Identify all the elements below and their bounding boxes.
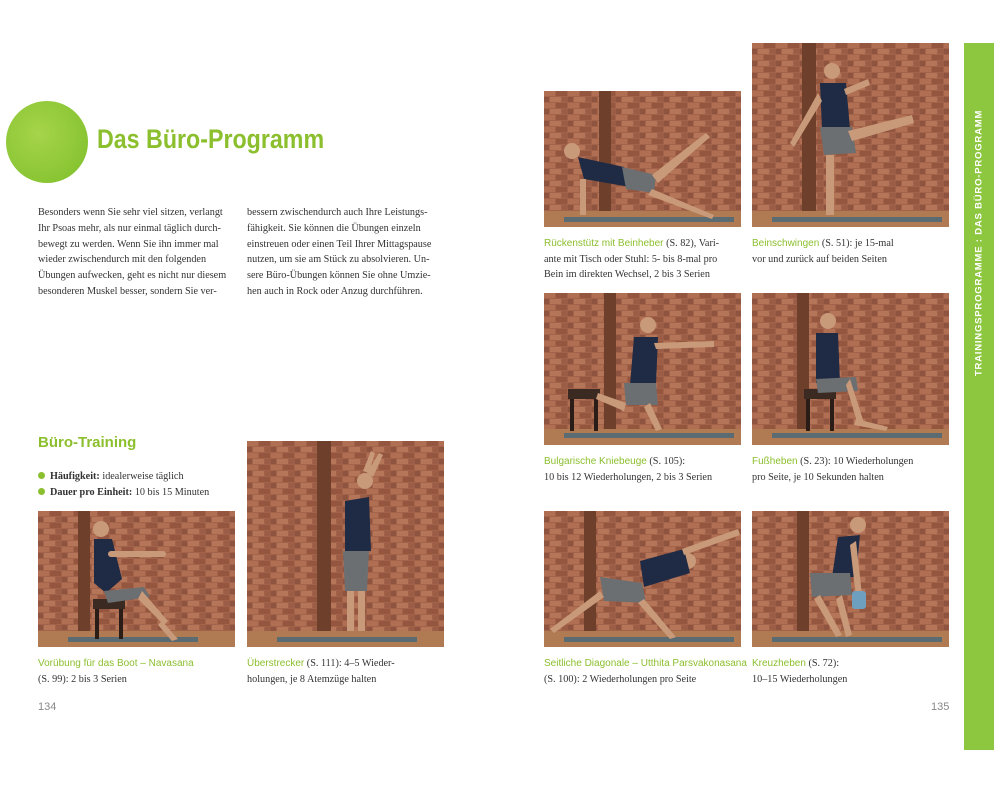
caption-ueberstrecker	[247, 656, 395, 687]
chapter-sidebar-tab	[964, 43, 994, 750]
caption-line-1	[544, 656, 747, 672]
caption-bulgarische-kniebeuge	[544, 454, 712, 485]
intro-line: wieder zwischendurch mit den folgenden	[38, 254, 207, 266]
caption-fussheben	[752, 454, 913, 485]
bullet-frequency	[38, 471, 184, 482]
photo-ueberstrecker	[247, 441, 444, 647]
caption-line-2: vor und zurück auf beiden Seiten	[752, 253, 887, 265]
caption-line-2: (S. 100): 2 Wiederholungen pro Seite	[544, 673, 697, 685]
caption-line-1	[544, 454, 712, 470]
exercise-detail: (S. 51): je 15-mal	[819, 238, 894, 249]
caption-line-1	[752, 656, 847, 672]
caption-line-1	[544, 236, 719, 252]
exercise-name: Rückenstütz mit Beinheber	[544, 238, 664, 249]
bullet-dot	[38, 488, 45, 495]
intro-line: bessern zwischendurch auch Ihre Leistungs-	[247, 207, 428, 218]
exercise-name: Bulgarische Kniebeuge	[544, 456, 647, 467]
bullet-label: Häufigkeit:	[50, 471, 100, 482]
intro-line: hen auch in Rock oder Anzug durchführen.	[247, 285, 423, 297]
intro-column-2	[247, 205, 431, 300]
intro-line: einstreuen oder einen Teil Ihrer Mittagspause	[247, 238, 432, 250]
caption-seitliche-diagonale	[544, 656, 747, 687]
caption-line-1	[752, 454, 913, 470]
exercise-name: Beinschwingen	[752, 238, 820, 249]
page-number-right: 135	[931, 701, 950, 713]
caption-line-2: holungen, je 8 Atemzüge halten	[247, 673, 377, 685]
caption-line-2: 10–15 Wiederholungen	[752, 673, 848, 685]
intro-line: Ihr Psoas mehr, als nur einmal täglich durch-	[38, 222, 221, 234]
bullet-text: 10 bis 15 Minuten	[132, 487, 210, 498]
photo-beinschwingen	[752, 43, 949, 227]
decorative-circle	[6, 101, 88, 183]
exercise-detail: (S. 82), Vari-	[663, 238, 720, 249]
intro-line: fähigkeit. Sie können die Übungen einzeln	[247, 222, 421, 234]
intro-line: Übungen aufwecken, geht es nicht nur diesem	[38, 270, 227, 282]
page-title: Das Büro-Programm	[97, 124, 325, 154]
exercise-name: Überstrecker	[247, 658, 305, 669]
intro-line: bewegt zu werden. Wenn Sie ihn immer mal	[38, 238, 219, 250]
caption-kreuzheben	[752, 656, 847, 687]
exercise-detail: (S. 111): 4–5 Wieder-	[304, 658, 395, 669]
intro-line: nutzen, um sie am Stück zu absolvieren. Un-	[247, 254, 430, 266]
exercise-detail: (S. 72):	[805, 658, 840, 669]
caption-line-2: (S. 99): 2 bis 3 Serien	[38, 673, 127, 685]
photo-fussheben	[752, 293, 949, 445]
photo-kreuzheben	[752, 511, 949, 647]
exercise-name: Kreuzheben	[752, 658, 806, 669]
caption-line-3: Bein im direkten Wechsel, 2 bis 3 Serien	[544, 269, 710, 280]
caption-line-2: ante mit Tisch oder Stuhl: 5- bis 8-mal pro	[544, 253, 718, 265]
caption-line-1	[247, 656, 395, 672]
intro-line: sere Büro-Übungen können Sie ohne Umzie-	[247, 270, 431, 282]
photo-seitliche-diagonale	[544, 511, 741, 647]
page-number-left: 134	[38, 701, 57, 713]
section-heading: Büro-Training	[38, 434, 137, 451]
caption-line-2: pro Seite, je 10 Sekunden halten	[752, 471, 884, 483]
exercise-detail: (S. 23): 10 Wiederholungen	[797, 456, 914, 467]
exercise-detail: (S. 105):	[646, 456, 686, 467]
caption-rueckenstuetz	[544, 236, 719, 283]
intro-column-1	[38, 205, 226, 300]
photo-bulgarische-kniebeuge	[544, 293, 741, 445]
caption-line-1	[38, 656, 194, 672]
bullet-dot	[38, 472, 45, 479]
caption-beinschwingen	[752, 236, 894, 267]
exercise-name: Vorübung für das Boot – Navasana	[38, 658, 194, 669]
photo-navasana-prep	[38, 511, 235, 647]
sidebar-label: TRAININGSPROGRAMME : DAS BÜRO-PROGRAMM	[973, 109, 985, 377]
caption-navasana-prep	[38, 656, 194, 687]
caption-line-1	[752, 236, 894, 252]
intro-line: Besonders wenn Sie sehr viel sitzen, verlangt	[38, 207, 223, 218]
exercise-name: Fußheben	[752, 456, 798, 467]
bullet-text: idealerweise täglich	[99, 471, 184, 482]
photo-rueckenstuetz	[544, 91, 741, 227]
bullet-duration	[38, 487, 209, 498]
caption-line-2: 10 bis 12 Wiederholungen, 2 bis 3 Serien	[544, 471, 713, 483]
intro-line: besonderen Muskel besser, sondern Sie ver-	[38, 285, 217, 297]
bullet-label: Dauer pro Einheit:	[50, 487, 133, 498]
exercise-name: Seitliche Diagonale – Utthita Parsvakonasana	[544, 658, 747, 669]
